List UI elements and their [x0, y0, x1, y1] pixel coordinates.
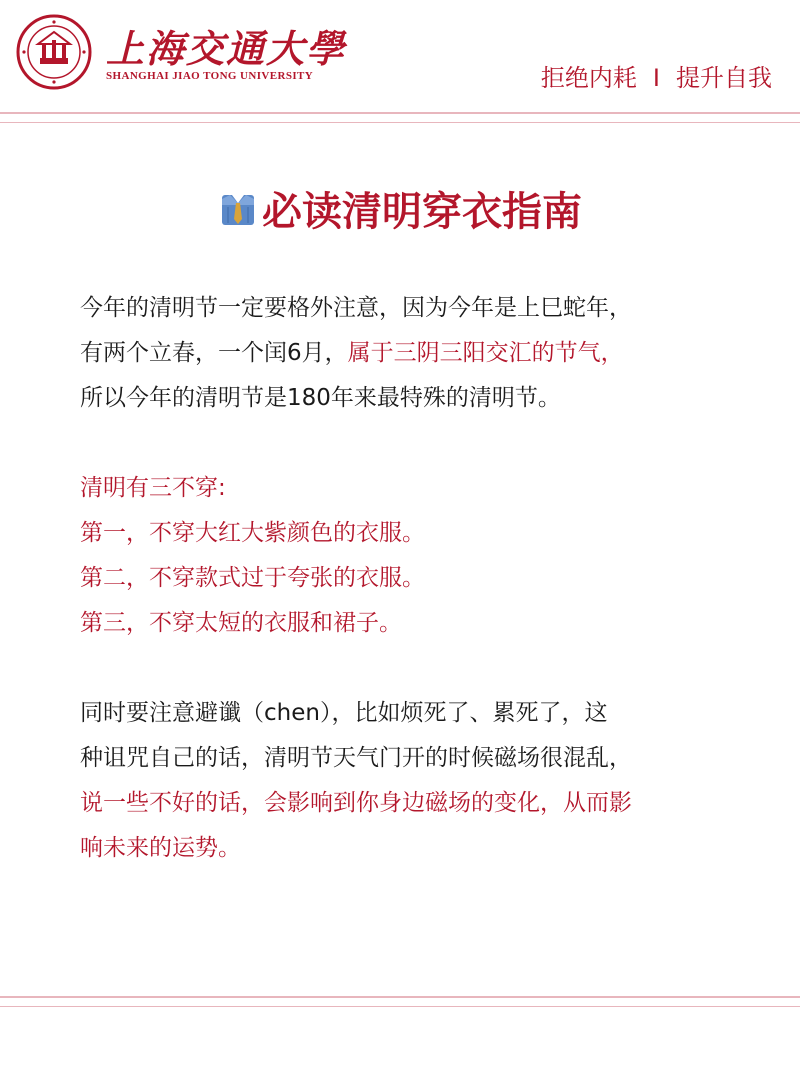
top-divider [0, 112, 800, 114]
intro-line-3: 所以今年的清明节是180年来最特殊的清明节。 [80, 385, 561, 411]
article-body [80, 286, 740, 871]
slogan-left: 拒绝内耗 [540, 64, 637, 92]
rule-item-2: 第二，不穿款式过于夸张的衣服。 [80, 565, 425, 591]
slogan-separator: I [652, 64, 660, 92]
header [0, 0, 800, 112]
page-title-text: 必读清明穿衣指南 [262, 189, 582, 235]
intro-line-2 [80, 331, 740, 376]
caution-line-2: 种诅咒自己的话，清明节天气门开的时候磁场很混乱， [80, 745, 632, 771]
intro-line-2-plain: 有两个立春，一个闰6月， [80, 340, 348, 366]
caution-line-4: 响未来的运势。 [80, 835, 241, 861]
rules-heading: 清明有三不穿: [80, 475, 226, 501]
bottom-divider [0, 996, 800, 998]
university-name-en: SHANGHAI JIAO TONG UNIVERSITY [106, 70, 314, 82]
university-seal-icon [16, 14, 92, 90]
shirt-tie-icon [218, 189, 258, 229]
slogan [541, 58, 772, 93]
university-name-cn: 上海交通大學 [106, 26, 347, 71]
slogan-right: 提升自我 [676, 64, 772, 92]
bottom-divider-thin [0, 1006, 800, 1007]
caution-line-1: 同时要注意避谶（chen），比如烦死了、累死了，这 [80, 700, 608, 726]
intro-line-1: 今年的清明节一定要格外注意，因为今年是上巳蛇年， [80, 295, 632, 321]
top-divider-thin [0, 122, 800, 123]
rule-item-3: 第三，不穿太短的衣服和裙子。 [80, 610, 402, 636]
caution-line-3: 说一些不好的话，会影响到你身边磁场的变化，从而影 [80, 790, 632, 816]
rule-item-1: 第一，不穿大红大紫颜色的衣服。 [80, 520, 425, 546]
page-title [0, 180, 800, 237]
intro-line-2-highlight: 属于三阴三阳交汇的节气， [347, 340, 624, 366]
